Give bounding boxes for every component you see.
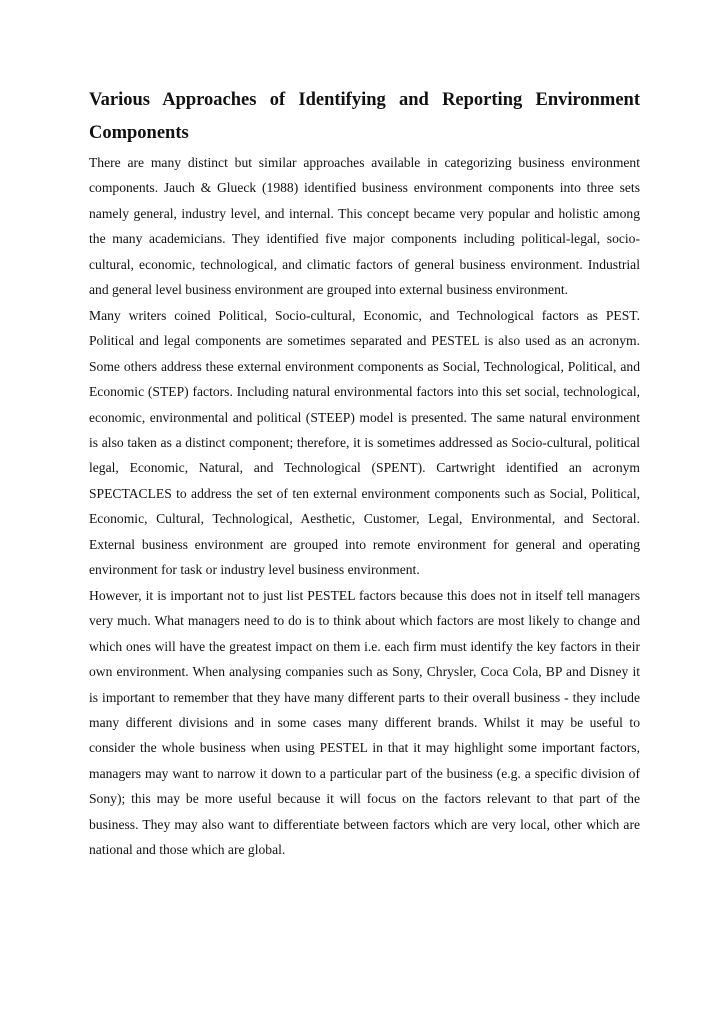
section-title: Various Approaches of Identifying and Reporting Environment Components	[89, 90, 640, 143]
paragraph-acronyms: Many writers coined Political, Socio-cultural, Economic, and Technological factors as PEST. Political and legal components are sometimes separated and PESTEL is also used as an acronym. Some others address these external environment components as Social, Technological, Political, and Economic (STEP) factors. Including natural environmental factors into this set social, technological, economic, environmental and political (STEEP) model is presented. The same natural environment is also taken as a distinct component; therefore, it is sometimes addressed as Socio-cultural, political legal, Economic, Natural, and Technological (SPENT). Cartwright identified an acronym SPECTACLES to address the set of ten external environment components such as Social, Political, Economic, Cultural, Technological, Aesthetic, Customer, Legal, Environmental, and Sectoral. External business environment are grouped into remote environment for general and operating environment for task or industry level business environment.	[89, 307, 640, 578]
paragraph-approaches-overview: There are many distinct but similar approaches available in categorizing business environment components. Jauch & Glueck (1988) identified business environment components into three sets namely general, industry level, and internal. This concept became very popular and holistic among the many academicians. They identified five major components including political-legal, socio-cultural, economic, technological, and climatic factors of general business environment. Industrial and general level business environment are grouped into external business environment.	[89, 155, 640, 298]
paragraph-pestel-usage: However, it is important not to just list PESTEL factors because this does not in itself tell managers very much. What managers need to do is to think about which factors are most likely to change and which ones will have the greatest impact on them i.e. each firm must identify the key factors in their own environment. When analysing companies such as Sony, Chrysler, Coca Cola, BP and Disney it is important to remember that they have many different parts to their overall business - they include many different divisions and in some cases many different brands. Whilst it may be useful to consider the whole business when using PESTEL in that it may highlight some important factors, managers may want to narrow it down to a particular part of the business (e.g. a specific division of Sony); this may be more useful because it will focus on the factors relevant to that part of the business. They may also want to differentiate between factors which are very local, other which are national and those which are global.	[89, 587, 640, 858]
document-page	[89, 84, 640, 863]
